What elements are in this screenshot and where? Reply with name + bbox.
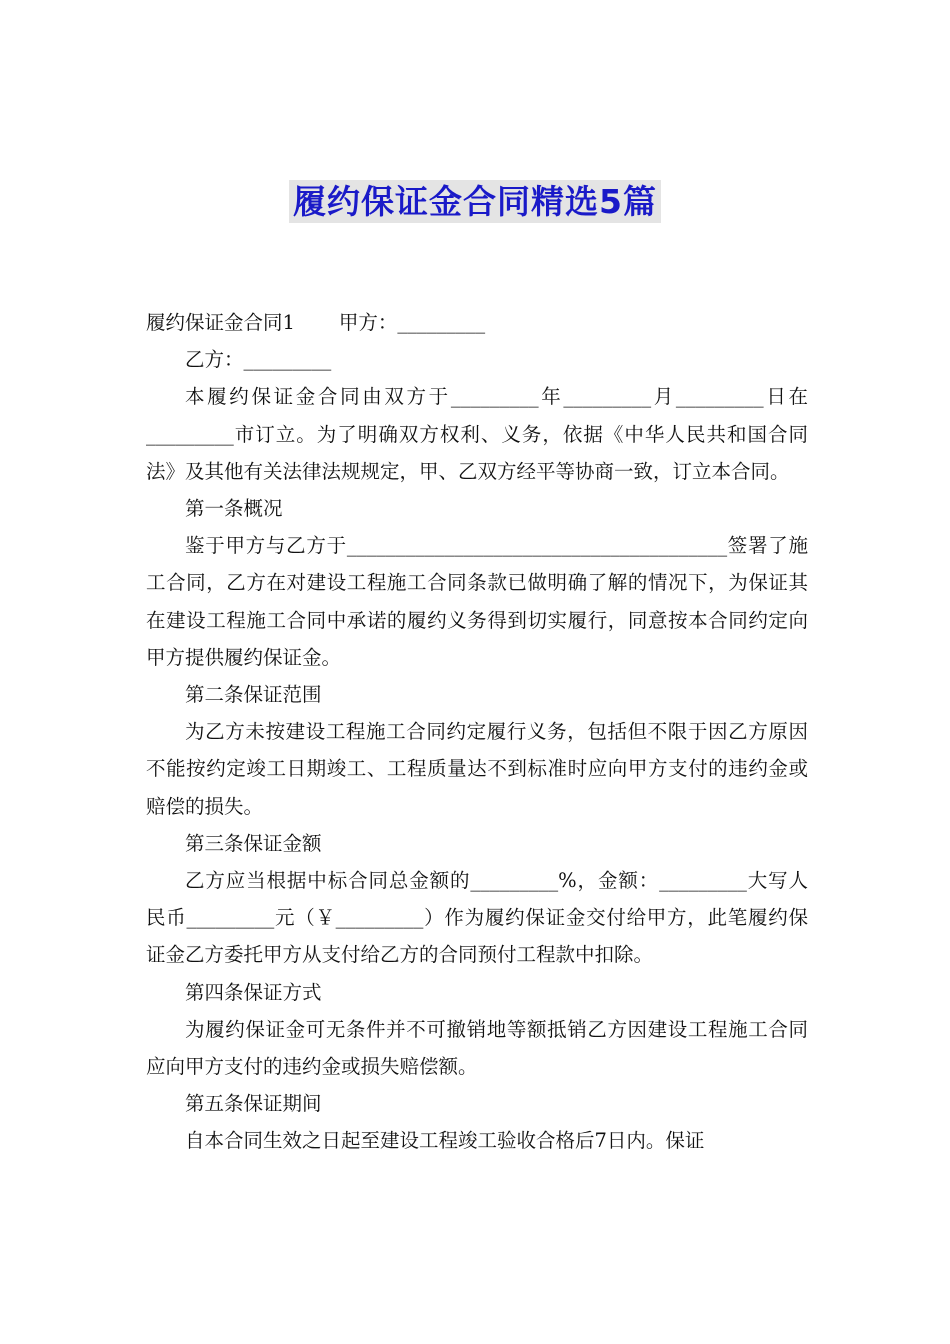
article-1-text: 鉴于甲方与乙方于_______________________________________签署了施工合同，乙方在对建设工程施工合同条款已做明确了解的情况下，为保证其在建设工程施工合同中承诺的履约义务得到切实履行，同意按本合同约定向甲方提供履约保证金。 bbox=[146, 534, 808, 669]
document-body bbox=[146, 304, 808, 1160]
article-2-heading: 第二条保证范围 bbox=[185, 683, 322, 707]
article-5-heading: 第五条保证期间 bbox=[185, 1092, 322, 1116]
article-3-text: 乙方应当根据中标合同总金额的_________%，金额：_________大写人民币_________元（￥_________）作为履约保证金交付给甲方，此笔履约保证金乙方委托甲方从支付给乙方的合同预付工程款中扣除。 bbox=[146, 869, 808, 967]
article-4-text: 为履约保证金可无条件并不可撤销地等额抵销乙方因建设工程施工合同应向甲方支付的违约金或损失赔偿额。 bbox=[146, 1017, 808, 1079]
contract-heading-line bbox=[146, 304, 808, 341]
article-2-text: 为乙方未按建设工程施工合同约定履行义务，包括但不限于因乙方原因不能按约定竣工日期竣工、工程质量达不到标准时应向甲方支付的违约金或赔偿的损失。 bbox=[146, 720, 808, 818]
party-a-field: 甲方：_________ bbox=[338, 311, 486, 334]
document-title-wrap bbox=[0, 176, 950, 223]
intro-paragraph: 本履约保证金合同由双方于_________年_________月_________日在_________市订立。为了明确双方权利、义务，依据《中华人民共和国合同法》及其他有关法律法规规定，甲、乙双方经平等协商一致，订立本合同。 bbox=[146, 385, 808, 483]
article-3-heading: 第三条保证金额 bbox=[185, 831, 322, 855]
contract-number: 履约保证金合同1 bbox=[146, 311, 295, 334]
article-1-heading: 第一条概况 bbox=[185, 497, 283, 521]
article-4-heading: 第四条保证方式 bbox=[185, 980, 322, 1004]
party-b-field: 乙方：_________ bbox=[185, 348, 332, 372]
article-5-text: 自本合同生效之日起至建设工程竣工验收合格后7日内。保证 bbox=[185, 1129, 705, 1153]
document-title: 履约保证金合同精选5篇 bbox=[289, 180, 661, 223]
